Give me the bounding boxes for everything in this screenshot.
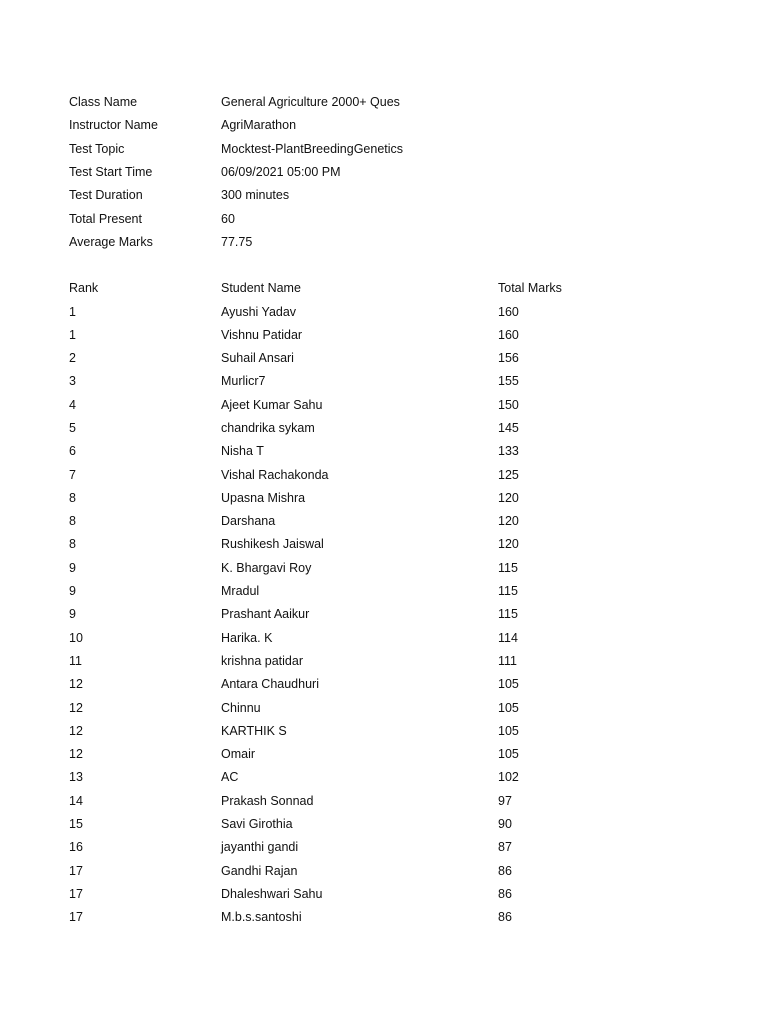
rank-cell: 2	[69, 351, 76, 366]
rank-cell: 9	[69, 584, 76, 599]
student-name-cell: Vishnu Patidar	[221, 327, 303, 342]
rank-cell: 17	[69, 886, 83, 901]
table-row	[0, 347, 768, 370]
info-label: Average Marks	[69, 234, 153, 249]
rank-cell: 7	[69, 467, 76, 482]
total-marks-cell: 86	[498, 886, 512, 901]
total-marks-cell: 145	[498, 420, 519, 435]
rank-cell: 4	[69, 397, 76, 412]
rank-cell: 1	[69, 327, 76, 342]
total-marks-cell: 105	[498, 700, 519, 715]
info-value: General Agriculture 2000+ Ques	[221, 95, 400, 109]
rank-cell: 6	[69, 444, 76, 459]
table-row	[0, 510, 768, 533]
results-table-body	[0, 301, 768, 930]
total-marks-cell: 97	[498, 793, 512, 808]
student-name-cell: M.b.s.santoshi	[221, 910, 302, 925]
student-name-cell: jayanthi gandi	[221, 840, 299, 855]
total-marks-cell: 86	[498, 863, 512, 878]
student-name-cell: Nisha T	[221, 444, 264, 459]
info-row-total-present	[0, 208, 768, 231]
info-label: Instructor Name	[69, 118, 158, 133]
info-row-test-duration	[0, 184, 768, 207]
info-row-average-marks	[0, 231, 768, 254]
rank-cell: 11	[69, 653, 82, 668]
total-marks-cell: 156	[498, 351, 519, 366]
table-row	[0, 813, 768, 836]
rank-cell: 8	[69, 514, 76, 529]
rank-cell: 16	[69, 840, 83, 855]
student-name-cell: Ayushi Yadav	[221, 304, 297, 319]
student-name-cell: AC	[221, 770, 239, 785]
info-label: Class Name	[69, 95, 138, 109]
total-marks-cell: 120	[498, 537, 519, 552]
student-name-cell: Dhaleshwari Sahu	[221, 886, 323, 901]
student-name-cell: KARTHIK S	[221, 723, 287, 738]
table-row	[0, 417, 768, 440]
total-marks-cell: 105	[498, 677, 519, 692]
info-value: Mocktest-PlantBreedingGenetics	[221, 141, 404, 156]
student-name-column-header: Student Name	[221, 281, 301, 295]
total-marks-cell: 102	[498, 770, 519, 785]
rank-cell: 17	[69, 910, 83, 925]
student-name-cell: Chinnu	[221, 700, 261, 715]
student-name-cell: Mradul	[221, 584, 260, 599]
total-marks-cell: 90	[498, 817, 512, 832]
rank-cell: 12	[69, 700, 83, 715]
info-value: AgriMarathon	[221, 118, 297, 133]
student-name-cell: Suhail Ansari	[221, 351, 294, 366]
info-row-class-name	[0, 91, 768, 114]
rank-cell: 3	[69, 374, 76, 389]
rank-cell: 5	[69, 420, 76, 435]
total-marks-cell: 115	[498, 560, 518, 575]
rank-cell: 8	[69, 537, 76, 552]
rank-cell: 10	[69, 630, 83, 645]
info-row-test-topic	[0, 138, 768, 161]
total-marks-cell: 160	[498, 304, 519, 319]
rank-cell: 12	[69, 747, 83, 762]
total-marks-cell: 133	[498, 444, 519, 459]
rank-cell: 14	[69, 793, 83, 808]
student-name-cell: Rushikesh Jaiswal	[221, 537, 324, 552]
total-marks-cell: 115	[498, 584, 518, 599]
info-label: Total Present	[69, 211, 142, 226]
student-name-cell: Prashant Aaikur	[221, 607, 310, 622]
total-marks-cell: 160	[498, 327, 519, 342]
student-name-cell: K. Bhargavi Roy	[221, 560, 312, 575]
student-name-cell: Prakash Sonnad	[221, 793, 314, 808]
table-row	[0, 301, 768, 324]
rank-cell: 13	[69, 770, 83, 785]
info-row-test-start-time	[0, 161, 768, 184]
table-row	[0, 860, 768, 883]
info-value: 60	[221, 211, 235, 226]
total-marks-cell: 86	[498, 910, 512, 925]
info-row-instructor-name	[0, 114, 768, 137]
rank-cell: 17	[69, 863, 83, 878]
table-row	[0, 743, 768, 766]
student-name-cell: Harika. K	[221, 630, 273, 645]
total-marks-cell: 87	[498, 840, 512, 855]
total-marks-cell: 114	[498, 630, 518, 645]
student-name-cell: Vishal Rachakonda	[221, 467, 329, 482]
table-row	[0, 720, 768, 743]
total-marks-cell: 111	[498, 653, 518, 668]
table-row	[0, 697, 768, 720]
total-marks-cell: 105	[498, 747, 519, 762]
rank-cell: 1	[69, 304, 76, 319]
table-row	[0, 324, 768, 347]
student-name-cell: chandrika sykam	[221, 420, 315, 435]
student-name-cell: Murlicr7	[221, 374, 266, 389]
table-row	[0, 627, 768, 650]
total-marks-cell: 155	[498, 374, 519, 389]
student-name-cell: krishna patidar	[221, 653, 303, 668]
table-row	[0, 906, 768, 929]
table-row	[0, 790, 768, 813]
total-marks-cell: 150	[498, 397, 519, 412]
table-row	[0, 440, 768, 463]
table-row	[0, 603, 768, 626]
total-marks-column-header: Total Marks	[498, 281, 562, 295]
rank-cell: 9	[69, 560, 76, 575]
rank-cell: 15	[69, 817, 83, 832]
student-name-cell: Darshana	[221, 514, 276, 529]
table-row	[0, 650, 768, 673]
rank-cell: 9	[69, 607, 76, 622]
table-row	[0, 580, 768, 603]
total-marks-cell: 115	[498, 607, 518, 622]
table-row	[0, 533, 768, 556]
results-table-header	[0, 277, 768, 300]
rank-column-header: Rank	[69, 281, 99, 295]
student-name-cell: Upasna Mishra	[221, 490, 306, 505]
total-marks-cell: 105	[498, 723, 519, 738]
total-marks-cell: 120	[498, 514, 519, 529]
student-name-cell: Gandhi Rajan	[221, 863, 298, 878]
rank-cell: 8	[69, 490, 76, 505]
table-row	[0, 883, 768, 906]
info-label: Test Duration	[69, 188, 143, 203]
student-name-cell: Antara Chaudhuri	[221, 677, 319, 692]
info-value: 300 minutes	[221, 188, 290, 203]
info-label: Test Topic	[69, 141, 125, 156]
info-value: 06/09/2021 05:00 PM	[221, 164, 341, 179]
rank-cell: 12	[69, 723, 83, 738]
table-row	[0, 766, 768, 789]
table-row	[0, 370, 768, 393]
info-value: 77.75	[221, 234, 253, 249]
table-row	[0, 836, 768, 859]
rank-cell: 12	[69, 677, 83, 692]
table-row	[0, 673, 768, 696]
table-row	[0, 557, 768, 580]
student-name-cell: Omair	[221, 747, 256, 762]
table-row	[0, 487, 768, 510]
student-name-cell: Savi Girothia	[221, 817, 293, 832]
total-marks-cell: 125	[498, 467, 519, 482]
table-row	[0, 394, 768, 417]
student-name-cell: Ajeet Kumar Sahu	[221, 397, 323, 412]
info-label: Test Start Time	[69, 164, 153, 179]
table-row	[0, 464, 768, 487]
total-marks-cell: 120	[498, 490, 519, 505]
